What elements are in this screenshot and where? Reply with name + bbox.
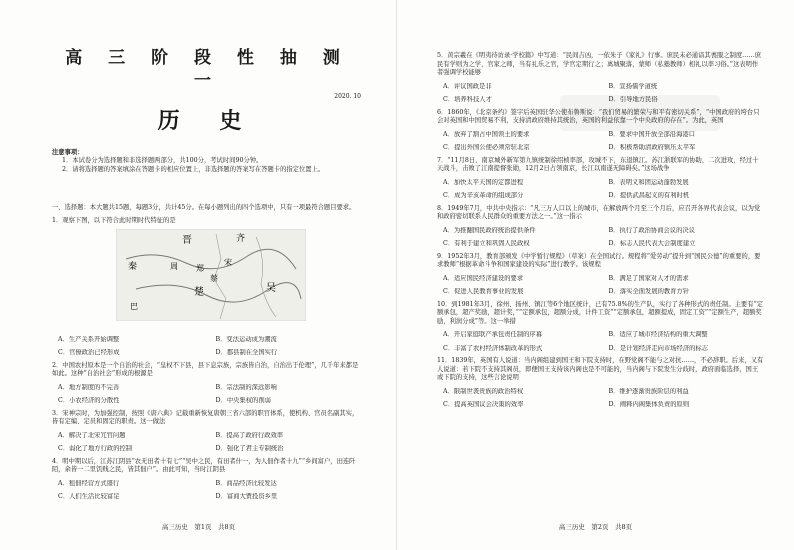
option-a[interactable]: A．限制世袭贵族的政治特权 [443, 387, 524, 395]
option-d[interactable]: D．是计划经济走向市场经济的标志 [608, 344, 709, 352]
question-text: 7．“11月8日，南京城外新军第九镇统制徐绍桢率部，攻城不下，东退镇江。苏江浙联军的协助，二次进攻，经过十天战斗，击败了江南提督张勋，12月2日占领南京，长江以南遂无障碍矣。”这场战争 [437, 156, 759, 172]
option-a[interactable]: A．为推翻国民政府统治提供条件 [443, 226, 536, 234]
map-label-wu: 吴 [266, 283, 276, 295]
option-a[interactable]: A．地方制度的不完善 [58, 383, 120, 391]
map-label-song: 宋 [224, 258, 232, 268]
section-heading: 一、选择题：本大题共15题，每题3分，共计45分。在每小题列出的四个选项中，只有一项最符合题目要求。 [52, 204, 356, 212]
question-text: 9．1952年3月，教育部颁发《中学暂行规程》（草案）在全国试行。规程将“爱劳动”提升到“国民公德”的重要的，要求教师“根据革命斗争和国家建设的实际”进行教学。该规程 [437, 252, 761, 268]
exam-date: 2020. 10 [334, 93, 361, 100]
notice-item: 1．本试卷分为选择题和非选择题两部分，共100分，考试时间90分钟。 [62, 157, 263, 165]
option-b[interactable]: B．商品经济比较发达 [215, 479, 277, 487]
map-label-zheng: 郑 [196, 264, 204, 274]
question-11 [437, 357, 764, 410]
option-d[interactable]: D．强化了君主专制统治 [215, 445, 284, 453]
map-label-cai: 蔡 [210, 274, 218, 284]
option-b[interactable]: B．变法运动成为潮流 [215, 335, 277, 343]
option-b[interactable]: B．宗法制的深远影响 [215, 383, 277, 391]
option-b[interactable]: B．提高了政府行政效率 [215, 431, 284, 439]
option-c[interactable]: C．提出外国公使必须常驻北京 [443, 144, 530, 151]
answer-options [52, 336, 363, 358]
page-footer: 高三历史 第1页 共8页 [161, 523, 236, 532]
option-c[interactable]: C．小农经济的分散性 [58, 397, 120, 405]
answer-options [52, 384, 363, 406]
page-footer: 高三历史 第2页 共8页 [558, 523, 633, 532]
answer-options [437, 331, 764, 353]
question-text: 10．到1981年3月，徐州、扬州、镇江等6个地区统计，已有75.8%的生产队，实行了各种形式的责任制。主要有“定额承包，超产奖励，超计奖，”“定额承包，超额分成，计件工资”“定额承包，超额提成，固定工资”“定额生产，超额奖励，利润分成”等。这一举措 [437, 300, 764, 325]
question-1 [52, 217, 363, 358]
question-9 [437, 253, 764, 297]
question-text: 6．1860年，《北京条约》签字后英国驻华公使布鲁斯说：“我们贸易的繁荣与和平有密切关系”，“中国政府的垮台只会对英国和中国贸易不利，支持清政府维持其统治，英国的利益依靠一个中央政府的存在”。为此，英国 [437, 108, 760, 124]
option-b[interactable]: B．要求中国开放全部沿海港口 [608, 130, 695, 138]
answer-options [52, 432, 363, 454]
option-c[interactable]: C．成为辛亥革命的组成部分 [443, 192, 524, 199]
option-a[interactable]: A．开启家庭联产承包责任制的序幕 [443, 331, 543, 338]
option-d[interactable]: D．提供武昌起义的有利时机 [608, 192, 690, 199]
option-d[interactable]: D．标志人民代表大会制度建立 [608, 240, 696, 247]
option-d[interactable]: D．郡县制在全国实行 [215, 349, 278, 357]
option-a[interactable]: A．加快太平天国的定都进程 [443, 178, 524, 186]
map-label-ba: 巴 [130, 302, 138, 312]
map-label-qin: 秦 [128, 262, 138, 273]
answer-options [437, 179, 764, 201]
question-text: 1．观察下图，以下符合此时期时代特征的是 [52, 216, 176, 224]
option-d[interactable]: D．落实全面发展的教育方针 [608, 288, 690, 295]
map-label-chu: 楚 [194, 287, 204, 299]
option-b[interactable]: B．维护逐渐贵族阶层的利益 [608, 387, 689, 395]
option-a[interactable]: A．租佃经营方式盛行 [58, 479, 120, 487]
answer-options [52, 480, 363, 502]
option-c[interactable]: C．促进人民教育事业的发展 [443, 288, 524, 295]
question-text: 11．1839年，英国有人说道：当内阁组建到国王和下院支持时，在野党阁不能与之对抗……，不必辞职。后来，又有人说道：若下院不支持其阁员，即便国王支持该内阁也是不可能的，当内阁与下院发生分歧时，政府面临选择，国王或下院的支持，这些言论说明 [437, 357, 764, 381]
option-d[interactable]: D．积极帮助清政府镇压太平军 [608, 144, 696, 151]
option-b[interactable]: B．适应了城市经济结构的重大调整 [608, 331, 708, 338]
answer-options [437, 227, 764, 249]
option-c[interactable]: C．培养科技人才 [443, 96, 492, 103]
question-6 [437, 109, 764, 153]
answer-options [437, 388, 764, 410]
question-5 [437, 52, 764, 105]
question-10 [437, 301, 764, 354]
map-label-qi: 齐 [236, 234, 246, 245]
answer-options [437, 83, 764, 105]
notice-item: 2．请将选择题的答案填涂在答题卡的相应位置上，非选择题的答案写在答题卡的指定位置上。 [62, 165, 325, 173]
option-a[interactable]: A．生产关系开始调整 [58, 335, 120, 343]
option-c[interactable]: C．提高英国议会决策的效率 [443, 401, 524, 408]
question-text: 5．黄宗羲在《明夷待访录·学校篇》中写道：“民间吉凶，一依朱子《家礼》行事。庶民未必通谙其喪服之制度……庶民有学则为之学，官家之师，当有礼乐之官，学官定期行之；离城聚落，蒙师（私塾教师）相礼以率习俗。”这表明作者强调学校能够 [437, 52, 762, 76]
question-text: 3．宋神宗时，为加强控制，按照《唐六典》记载重新恢复唐朝三省六部的职官体系，使机构、官员名副其实，皆有定编、定员和固定的职责。这一做法 [52, 409, 359, 426]
option-c[interactable]: C．丰富了农村经济体制改革的形式 [443, 344, 543, 352]
spring-autumn-map [116, 229, 306, 321]
option-b[interactable]: B．满足了国家对人才的需求 [608, 274, 689, 282]
option-c[interactable]: C．人们生活比较富足 [58, 493, 120, 501]
option-c[interactable]: C．有利于建立和巩固人民政权 [443, 240, 530, 247]
map-label-jin: 晋 [182, 235, 192, 247]
option-d[interactable]: D．阐释内阁集体负责的原则 [608, 401, 690, 408]
option-b[interactable]: B．宣扬儒学道统 [608, 82, 658, 90]
option-b[interactable]: B．执行了政治协商会议的决议 [608, 226, 695, 234]
exam-title: 高 三 阶 段 性 抽 测 一 [65, 48, 350, 91]
question-8 [437, 205, 764, 249]
question-4 [52, 458, 363, 502]
question-text: 4．明中期以后，江苏江阴县“农无田者十有七”“吴中之民，有田者什一，为人佃作者十九”“乡间富户，田连阡陌，余皆一二里饥贱之民，皆其佃户”。由此可知，当时江阴县 [52, 457, 356, 474]
option-a[interactable]: A．解决了北宋冗官问题 [58, 431, 126, 439]
map-label-zhou: 周 [170, 262, 178, 272]
question-2 [52, 362, 363, 406]
question-text: 2．中国农村原本是一个自治的社会，“皇权不下县，县下息宗族，宗族皆自治，自治出于伦理”，几千年来都是如此。这种“自治社会”形成的根源是 [52, 361, 359, 378]
option-b[interactable]: B．表明义和团运动蓬勃发展 [608, 178, 689, 186]
page-2 [397, 0, 794, 550]
answer-options [437, 131, 764, 153]
answer-options [437, 275, 764, 297]
question-text: 8．1949年7月，中共中央指示：“凡三万人口以上的城市，在解放两个月至三个月后，应召开各界代表会议，以为党和政府密切联系人民群众的重要方法之一。”这一指示 [437, 204, 761, 220]
option-a[interactable]: A．评议国政是非 [443, 82, 492, 90]
question-3 [52, 410, 363, 454]
option-a[interactable]: A．适应国民经济建设的要求 [443, 274, 524, 282]
option-d[interactable]: D．引导地方民俗 [608, 96, 658, 103]
notice-heading: 注意事项： [52, 148, 84, 156]
option-c[interactable]: C．弱化了地方行政的控制 [58, 445, 133, 453]
option-d[interactable]: D．富商大贾投资乡里 [215, 493, 278, 501]
option-c[interactable]: C．官僚政治已经形成 [58, 349, 120, 357]
option-d[interactable]: D．中央集权的削弱 [215, 397, 271, 405]
question-7 [437, 157, 764, 201]
option-a[interactable]: A．放弃了割占中国领土的要求 [443, 130, 530, 138]
exam-subject: 历 史 [157, 107, 258, 134]
